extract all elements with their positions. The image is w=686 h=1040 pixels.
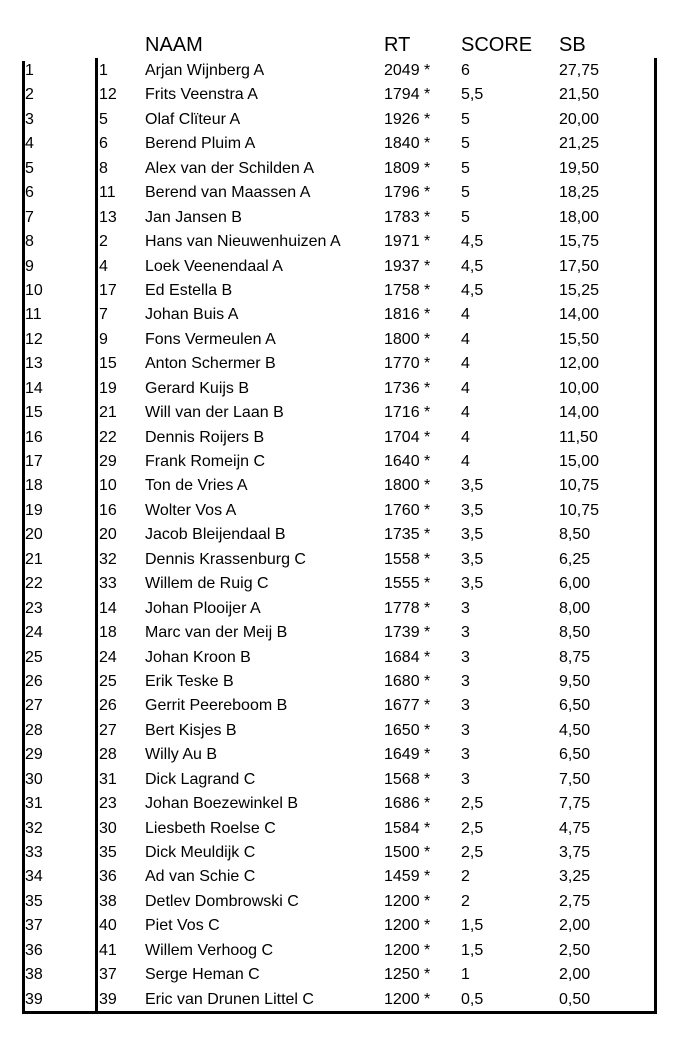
sb-cell: 6,50 xyxy=(559,746,591,764)
player-name-cell: Jacob Bleijendaal B xyxy=(145,526,286,544)
start-number-cell: 21 xyxy=(99,404,117,422)
table-row xyxy=(0,230,686,254)
player-name-cell: Marc van der Meij B xyxy=(145,624,288,642)
table-row xyxy=(0,719,686,743)
table-row xyxy=(0,377,686,401)
sb-cell: 4,75 xyxy=(559,819,591,837)
start-number-cell: 37 xyxy=(99,966,117,984)
start-number-cell: 13 xyxy=(99,208,117,226)
player-name-cell: Olaf Clïteur A xyxy=(145,110,241,128)
start-number-cell: 2 xyxy=(99,233,108,251)
header-rt: RT xyxy=(384,34,411,56)
player-name-cell: Johan Boezewinkel B xyxy=(145,795,298,813)
rank-cell: 15 xyxy=(25,404,43,422)
player-name-cell: Detlev Dombrowski C xyxy=(145,892,299,910)
table-row xyxy=(0,890,686,914)
score-cell: 3 xyxy=(461,624,470,642)
player-name-cell: Loek Veenendaal A xyxy=(145,257,283,275)
rank-cell: 1 xyxy=(25,62,34,79)
player-name-cell: Fons Vermeulen A xyxy=(145,330,276,348)
sb-cell: 3,25 xyxy=(559,868,591,886)
sb-cell: 6,50 xyxy=(559,697,591,715)
table-row xyxy=(0,523,686,547)
player-name-cell: Serge Heman C xyxy=(145,966,260,984)
rank-cell: 22 xyxy=(25,575,43,593)
start-number-cell: 26 xyxy=(99,697,117,715)
player-name-cell: Gerrit Peereboom B xyxy=(145,697,288,715)
score-cell: 4 xyxy=(461,330,470,348)
start-number-cell: 5 xyxy=(99,110,108,128)
rating-cell: 1555 * xyxy=(384,575,431,593)
rank-cell: 23 xyxy=(25,599,43,617)
table-row xyxy=(0,694,686,718)
sb-cell: 17,50 xyxy=(559,257,600,275)
player-name-cell: Berend Pluim A xyxy=(145,135,256,153)
table-row xyxy=(0,352,686,376)
sb-cell: 21,25 xyxy=(559,135,600,153)
score-cell: 3,5 xyxy=(461,501,484,519)
player-name-cell: Eric van Drunen Littel C xyxy=(145,990,314,1008)
start-number-cell: 17 xyxy=(99,281,117,299)
start-number-cell: 6 xyxy=(99,135,108,153)
player-name-cell: Will van der Laan B xyxy=(145,404,284,422)
rank-cell: 14 xyxy=(25,379,43,397)
table-row xyxy=(0,255,686,279)
rank-cell: 25 xyxy=(25,648,43,666)
score-cell: 4,5 xyxy=(461,257,484,275)
player-name-cell: Dick Lagrand C xyxy=(145,770,256,788)
start-number-cell: 15 xyxy=(99,355,117,373)
start-number-cell: 18 xyxy=(99,624,117,642)
rating-cell: 1640 * xyxy=(384,453,431,470)
player-name-cell: Liesbeth Roelse C xyxy=(145,819,276,837)
rank-cell: 24 xyxy=(25,624,43,642)
rating-cell: 1250 * xyxy=(384,966,431,984)
rank-cell: 16 xyxy=(25,428,43,446)
sb-cell: 12,00 xyxy=(559,355,600,373)
rank-cell: 19 xyxy=(25,501,43,519)
rating-cell: 1800 * xyxy=(384,330,431,348)
rank-cell: 3 xyxy=(25,110,34,128)
rating-cell: 1783 * xyxy=(384,208,431,226)
start-number-cell: 33 xyxy=(99,575,117,593)
rating-cell: 1816 * xyxy=(384,306,431,324)
table-row xyxy=(0,670,686,694)
score-cell: 4 xyxy=(461,428,470,446)
score-cell: 3,5 xyxy=(461,550,484,568)
start-number-cell: 28 xyxy=(99,746,117,764)
sb-cell: 8,75 xyxy=(559,648,591,666)
sb-cell: 14,00 xyxy=(559,404,600,422)
sb-cell: 7,75 xyxy=(559,795,591,813)
sb-cell: 0,50 xyxy=(559,990,591,1008)
rating-cell: 1758 * xyxy=(384,281,431,299)
sb-cell: 20,00 xyxy=(559,110,600,128)
rank-cell: 38 xyxy=(25,966,43,984)
sb-cell: 15,50 xyxy=(559,330,600,348)
sb-cell: 4,50 xyxy=(559,721,591,739)
rating-cell: 1650 * xyxy=(384,721,431,739)
rating-cell: 1735 * xyxy=(384,526,431,544)
start-number-cell: 19 xyxy=(99,379,117,397)
score-cell: 4,5 xyxy=(461,233,484,251)
table-row xyxy=(0,108,686,132)
player-name-cell: Hans van Nieuwenhuizen A xyxy=(145,233,341,251)
sb-cell: 14,00 xyxy=(559,306,600,324)
start-number-cell: 16 xyxy=(99,501,117,519)
table-row xyxy=(0,303,686,327)
rating-cell: 1558 * xyxy=(384,550,431,568)
table-row xyxy=(0,792,686,816)
header-sb: SB xyxy=(559,34,586,56)
rank-cell: 10 xyxy=(25,281,43,299)
sb-cell: 10,00 xyxy=(559,379,600,397)
score-cell: 2 xyxy=(461,868,470,886)
table-row xyxy=(0,841,686,865)
rating-cell: 1739 * xyxy=(384,624,431,642)
player-name-cell: Gerard Kuijs B xyxy=(145,379,250,397)
score-cell: 2,5 xyxy=(461,819,484,837)
sb-cell: 8,00 xyxy=(559,599,591,617)
rating-cell: 1584 * xyxy=(384,819,431,837)
sb-cell: 10,75 xyxy=(559,501,600,519)
rank-cell: 2 xyxy=(25,86,34,104)
start-number-cell: 38 xyxy=(99,892,117,910)
rank-cell: 4 xyxy=(25,135,34,153)
player-name-cell: Frank Romeijn C xyxy=(145,453,266,470)
score-cell: 3 xyxy=(461,770,470,788)
rating-cell: 1800 * xyxy=(384,477,431,495)
start-number-cell: 20 xyxy=(99,526,117,544)
score-cell: 3,5 xyxy=(461,526,484,544)
header-score: SCORE xyxy=(461,34,533,56)
score-cell: 2 xyxy=(461,892,470,910)
rating-cell: 1736 * xyxy=(384,379,431,397)
player-name-cell: Jan Jansen B xyxy=(145,208,242,226)
rating-cell: 1840 * xyxy=(384,135,431,153)
sb-cell: 15,00 xyxy=(559,453,600,470)
start-number-cell: 40 xyxy=(99,917,117,935)
score-cell: 3,5 xyxy=(461,575,484,593)
score-cell: 3 xyxy=(461,721,470,739)
table-row xyxy=(0,548,686,572)
score-cell: 2,5 xyxy=(461,795,484,813)
rating-cell: 1500 * xyxy=(384,844,431,861)
start-number-cell: 4 xyxy=(99,257,108,275)
start-number-cell: 14 xyxy=(99,599,117,617)
sb-cell: 2,50 xyxy=(559,941,591,959)
start-number-cell: 7 xyxy=(99,306,108,324)
sb-cell: 9,50 xyxy=(559,672,591,690)
sb-cell: 15,75 xyxy=(559,233,600,251)
rating-cell: 1794 * xyxy=(384,86,431,104)
table-row xyxy=(0,474,686,498)
start-number-cell: 32 xyxy=(99,550,117,568)
rank-cell: 7 xyxy=(25,208,34,226)
start-number-cell: 9 xyxy=(99,330,108,348)
score-cell: 0,5 xyxy=(461,990,484,1008)
table-row xyxy=(0,646,686,670)
rating-cell: 1760 * xyxy=(384,501,431,519)
player-name-cell: Frits Veenstra A xyxy=(145,86,258,104)
rank-cell: 37 xyxy=(25,917,43,935)
sb-cell: 8,50 xyxy=(559,624,591,642)
sb-cell: 18,25 xyxy=(559,184,600,202)
table-row xyxy=(0,499,686,523)
rating-cell: 1971 * xyxy=(384,233,431,251)
rank-cell: 31 xyxy=(25,795,43,813)
player-name-cell: Anton Schermer B xyxy=(145,355,276,373)
sb-cell: 10,75 xyxy=(559,477,600,495)
score-cell: 1 xyxy=(461,966,470,984)
score-cell: 3 xyxy=(461,599,470,617)
score-cell: 5 xyxy=(461,184,470,202)
start-number-cell: 39 xyxy=(99,990,117,1008)
rating-cell: 1796 * xyxy=(384,184,431,202)
start-number-cell: 36 xyxy=(99,868,117,886)
rating-cell: 1770 * xyxy=(384,355,431,373)
start-number-cell: 22 xyxy=(99,428,117,446)
rank-cell: 20 xyxy=(25,526,43,544)
player-name-cell: Ton de Vries A xyxy=(145,477,248,495)
sb-cell: 19,50 xyxy=(559,159,600,177)
score-cell: 4 xyxy=(461,379,470,397)
sb-cell: 2,00 xyxy=(559,966,591,984)
score-cell: 4,5 xyxy=(461,281,484,299)
rating-cell: 1649 * xyxy=(384,746,431,764)
score-cell: 1,5 xyxy=(461,941,484,959)
table-row xyxy=(0,328,686,352)
sb-cell: 8,50 xyxy=(559,526,591,544)
start-number-cell: 8 xyxy=(99,159,108,177)
rank-cell: 8 xyxy=(25,233,34,251)
standings-table xyxy=(0,59,686,1012)
rating-cell: 1937 * xyxy=(384,257,431,275)
start-number-cell: 25 xyxy=(99,672,117,690)
table-row xyxy=(0,83,686,107)
rating-cell: 1200 * xyxy=(384,941,431,959)
rating-cell: 2049 * xyxy=(384,62,431,79)
score-cell: 5 xyxy=(461,208,470,226)
score-cell: 3 xyxy=(461,697,470,715)
rank-cell: 34 xyxy=(25,868,43,886)
table-header xyxy=(0,32,686,58)
sb-cell: 21,50 xyxy=(559,86,600,104)
player-name-cell: Berend van Maassen A xyxy=(145,184,311,202)
rating-cell: 1200 * xyxy=(384,917,431,935)
player-name-cell: Johan Plooijer A xyxy=(145,599,261,617)
sb-cell: 15,25 xyxy=(559,281,600,299)
table-row xyxy=(0,939,686,963)
rating-cell: 1568 * xyxy=(384,770,431,788)
sb-cell: 18,00 xyxy=(559,208,600,226)
rating-cell: 1716 * xyxy=(384,404,431,422)
score-cell: 5,5 xyxy=(461,86,484,104)
sb-cell: 27,75 xyxy=(559,62,600,79)
rank-cell: 29 xyxy=(25,746,43,764)
player-name-cell: Ad van Schie C xyxy=(145,868,256,886)
rating-cell: 1704 * xyxy=(384,428,431,446)
player-name-cell: Piet Vos C xyxy=(145,917,220,935)
rank-cell: 17 xyxy=(25,453,43,470)
score-cell: 4 xyxy=(461,306,470,324)
rating-cell: 1200 * xyxy=(384,990,431,1008)
rank-cell: 12 xyxy=(25,330,43,348)
player-name-cell: Wolter Vos A xyxy=(145,501,237,519)
sb-cell: 3,75 xyxy=(559,844,591,861)
rank-cell: 11 xyxy=(25,306,42,324)
score-cell: 3,5 xyxy=(461,477,484,495)
table-row xyxy=(0,450,686,474)
start-number-cell: 11 xyxy=(99,184,116,202)
rank-cell: 9 xyxy=(25,257,34,275)
table-row xyxy=(0,401,686,425)
player-name-cell: Willem de Ruig C xyxy=(145,575,269,593)
start-number-cell: 27 xyxy=(99,721,117,739)
rating-cell: 1680 * xyxy=(384,672,431,690)
rating-cell: 1677 * xyxy=(384,697,431,715)
score-cell: 4 xyxy=(461,453,470,470)
player-name-cell: Arjan Wijnberg A xyxy=(145,62,265,79)
table-row xyxy=(0,572,686,596)
table-row xyxy=(0,157,686,181)
player-name-cell: Dick Meuldijk C xyxy=(145,844,256,861)
table-row xyxy=(0,206,686,230)
sb-cell: 6,25 xyxy=(559,550,591,568)
table-row xyxy=(0,132,686,156)
score-cell: 6 xyxy=(461,62,470,79)
player-name-cell: Alex van der Schilden A xyxy=(145,159,314,177)
sb-cell: 2,00 xyxy=(559,917,591,935)
start-number-cell: 12 xyxy=(99,86,117,104)
score-cell: 1,5 xyxy=(461,917,484,935)
player-name-cell: Erik Teske B xyxy=(145,672,234,690)
rank-cell: 5 xyxy=(25,159,34,177)
player-name-cell: Johan Buis A xyxy=(145,306,239,324)
player-name-cell: Willy Au B xyxy=(145,746,218,764)
sb-cell: 6,00 xyxy=(559,575,591,593)
score-cell: 5 xyxy=(461,110,470,128)
table-row xyxy=(0,914,686,938)
sb-cell: 2,75 xyxy=(559,892,591,910)
table-row xyxy=(0,817,686,841)
score-cell: 2,5 xyxy=(461,844,484,861)
start-number-cell: 1 xyxy=(99,62,108,79)
rating-cell: 1926 * xyxy=(384,110,431,128)
rank-cell: 26 xyxy=(25,672,43,690)
table-row xyxy=(0,621,686,645)
table-row xyxy=(0,963,686,987)
table-row xyxy=(0,279,686,303)
rating-cell: 1778 * xyxy=(384,599,431,617)
start-number-cell: 35 xyxy=(99,844,117,861)
start-number-cell: 30 xyxy=(99,819,117,837)
rating-cell: 1200 * xyxy=(384,892,431,910)
rating-cell: 1686 * xyxy=(384,795,431,813)
rank-cell: 6 xyxy=(25,184,34,202)
score-cell: 4 xyxy=(461,355,470,373)
rank-cell: 27 xyxy=(25,697,43,715)
player-name-cell: Bert Kisjes B xyxy=(145,721,237,739)
score-cell: 4 xyxy=(461,404,470,422)
table-row xyxy=(0,743,686,767)
player-name-cell: Dennis Krassenburg C xyxy=(145,550,306,568)
rank-cell: 28 xyxy=(25,721,43,739)
score-cell: 3 xyxy=(461,672,470,690)
score-cell: 5 xyxy=(461,159,470,177)
rank-cell: 32 xyxy=(25,819,43,837)
table-row xyxy=(0,768,686,792)
player-name-cell: Johan Kroon B xyxy=(145,648,251,666)
player-name-cell: Dennis Roijers B xyxy=(145,428,265,446)
rank-cell: 13 xyxy=(25,355,43,373)
sb-cell: 7,50 xyxy=(559,770,591,788)
score-cell: 3 xyxy=(461,746,470,764)
table-row xyxy=(0,426,686,450)
rating-cell: 1459 * xyxy=(384,868,431,886)
table-row xyxy=(0,597,686,621)
rank-cell: 21 xyxy=(25,550,43,568)
rating-cell: 1684 * xyxy=(384,648,431,666)
table-row xyxy=(0,865,686,889)
table-row xyxy=(0,59,686,83)
rank-cell: 36 xyxy=(25,941,43,959)
player-name-cell: Willem Verhoog C xyxy=(145,941,274,959)
rank-cell: 39 xyxy=(25,990,43,1008)
score-cell: 3 xyxy=(461,648,470,666)
rank-cell: 18 xyxy=(25,477,43,495)
start-number-cell: 10 xyxy=(99,477,117,495)
rank-cell: 33 xyxy=(25,844,43,861)
header-naam: NAAM xyxy=(145,34,203,56)
start-number-cell: 29 xyxy=(99,453,117,470)
start-number-cell: 23 xyxy=(99,795,117,813)
sb-cell: 11,50 xyxy=(559,428,598,446)
table-row xyxy=(0,181,686,205)
score-cell: 5 xyxy=(461,135,470,153)
table-row xyxy=(0,988,686,1012)
start-number-cell: 31 xyxy=(99,770,117,788)
start-number-cell: 41 xyxy=(99,941,117,959)
rank-cell: 30 xyxy=(25,770,43,788)
rating-cell: 1809 * xyxy=(384,159,431,177)
rank-cell: 35 xyxy=(25,892,43,910)
start-number-cell: 24 xyxy=(99,648,117,666)
player-name-cell: Ed Estella B xyxy=(145,281,233,299)
